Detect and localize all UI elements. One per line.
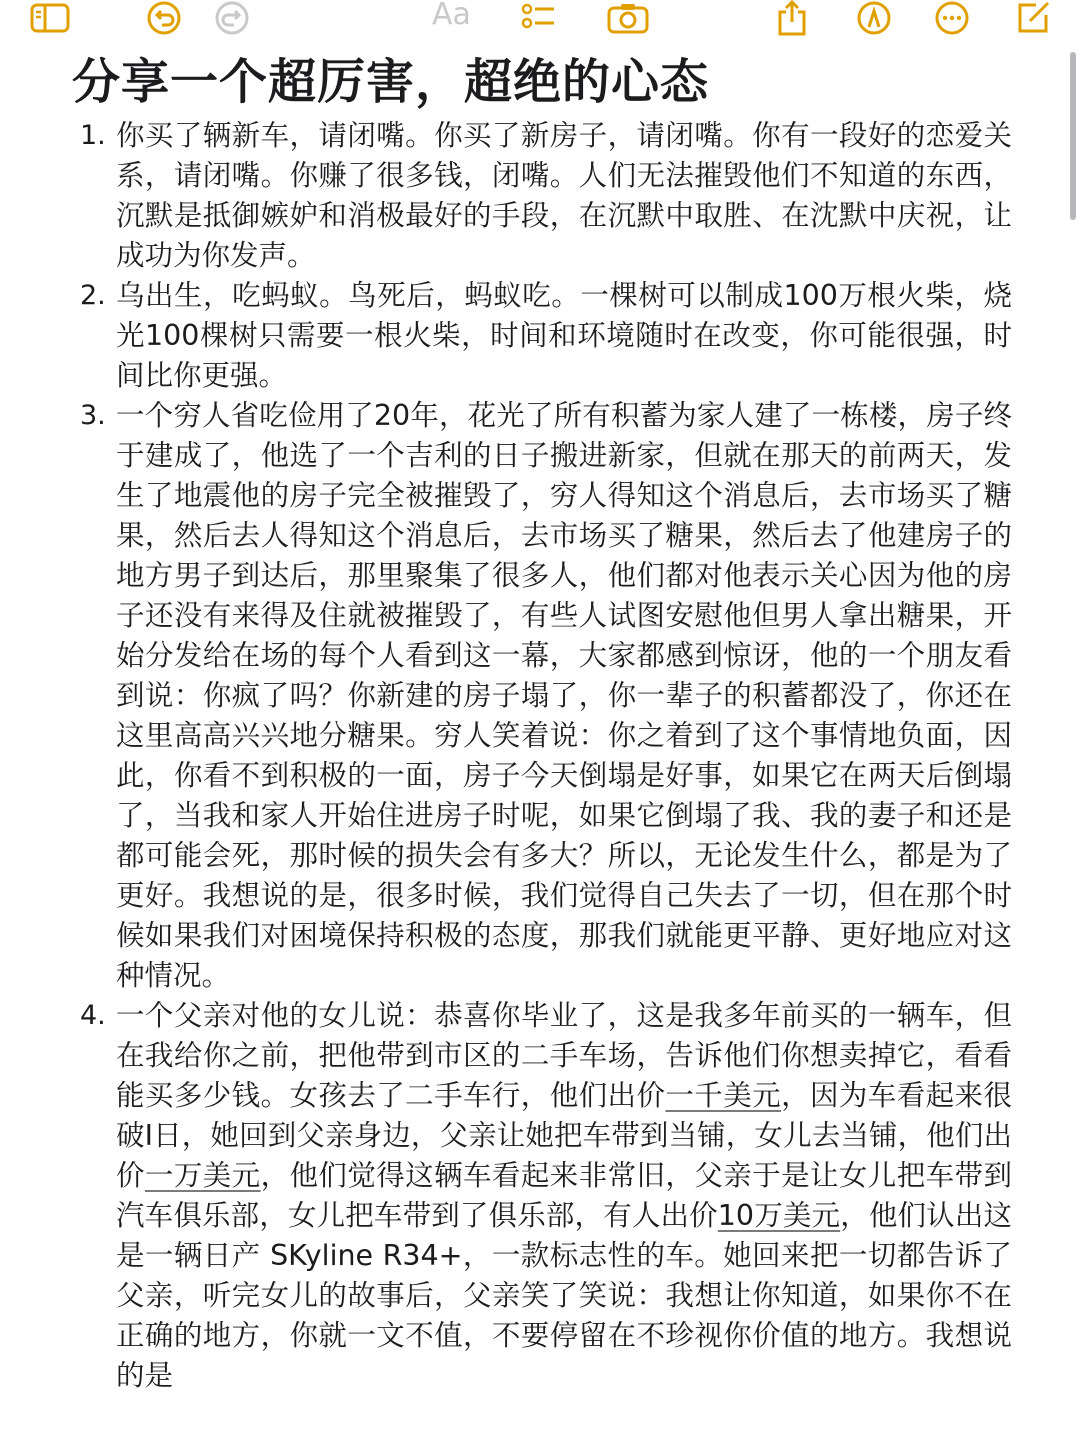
text-segment: 一个父亲对他的女儿说：恭喜你毕业了，这是我多年前买的一辆车，但在我给你之前，把他带到市区的二手车场，告诉他们你想卖掉它，看看能买多少钱。女孩去了二手车行，他们出价 xyxy=(116,999,1012,1112)
sidebar-icon[interactable] xyxy=(28,0,72,36)
list-item xyxy=(76,996,1012,1396)
format-text-button[interactable]: Aa xyxy=(432,0,471,32)
list-item xyxy=(76,276,1012,396)
text-segment: ，因为车看起来很破I日，她回到父亲身边，父亲让她把车带到当铺，女儿去当铺，他们出价 xyxy=(116,1079,1012,1192)
text-segment: ，他们认出这是一辆日产 SKyline R34+，一款标志性的车。她回来把一切都告诉了父亲，听完女儿的故事后，父亲笑了笑说：我想让你知道，如果你不在正确的地方，你就一文不值，不要停留在不珍视你价值的地方。我想说的是 xyxy=(116,1199,1012,1392)
redo-icon[interactable] xyxy=(210,0,254,36)
note-body[interactable] xyxy=(0,46,1080,1440)
list-number: 4. xyxy=(80,1000,106,1031)
underlined-price: 一千美元 xyxy=(665,1079,782,1112)
checklist-icon[interactable] xyxy=(516,0,560,36)
undo-icon[interactable] xyxy=(142,0,186,36)
markup-icon[interactable] xyxy=(852,0,896,36)
note-title: 分享一个超厉害，超绝的心态 xyxy=(72,54,710,110)
more-icon[interactable] xyxy=(930,0,974,36)
list-number: 2. xyxy=(80,280,106,311)
list-item-text: 你买了辆新车，请闭嘴。你买了新房子，请闭嘴。你有一段好的恋爱关系，请闭嘴。你赚了很多钱，闭嘴。人们无法摧毁他们不知道的东西，沉默是抵御嫉妒和消极最好的手段，在沉默中取胜、在沈默中庆祝，让成功为你发声。 xyxy=(116,119,1012,272)
list-item-text: 乌出生，吃蚂蚁。鸟死后，蚂蚁吃。一棵树可以制成100万根火柴，烧光100棵树只需要一根火柴，时间和环境随时在改变，你可能很强，时间比你更强。 xyxy=(116,279,1012,392)
underlined-price: 一万美元 xyxy=(144,1159,261,1192)
list-item xyxy=(76,116,1012,276)
list-item-text xyxy=(116,996,1012,1396)
compose-icon[interactable] xyxy=(1012,0,1056,36)
list-number: 1. xyxy=(80,120,106,151)
list-number: 3. xyxy=(80,400,106,431)
camera-icon[interactable] xyxy=(606,0,650,36)
list-item xyxy=(76,396,1012,996)
text-segment: ，他们觉得这辆车看起来非常旧，父亲于是让女儿把车带到汽车俱乐部，女儿把车带到了俱乐部，有人出价 xyxy=(116,1159,1012,1232)
numbered-list xyxy=(76,116,1012,1396)
list-item-text: 一个穷人省吃俭用了20年，花光了所有积蓄为家人建了一栋楼，房子终于建成了，他选了一个吉利的日子搬进新家，但就在那天的前两天，发生了地震他的房子完全被摧毁了，穷人得知这个消息后，去市场买了糖果，然后去人得知这个消息后，去市场买了糖果，然后去了他建房子的地方男子到达后，那里聚集了很多人，他们都对他表示关心因为他的房子还没有来得及住就被摧毁了，有些人试图安慰他但男人拿出糖果，开始分发给在场的每个人看到这一幕，大家都感到惊讶，他的一个朋友看到说：你疯了吗？你新建的房子塌了，你一辈子的积蓄都没了，你还在这里高高兴兴地分糖果。穷人笑着说：你之着到了这个事情地负面，因此，你看不到积极的一面，房子今天倒塌是好事，如果它在两天后倒塌了，当我和家人开始住进房子时呢，如果它倒塌了我、我的妻子和还是都可能会死，那时候的损失会有多大？所以，无论发生什么，都是为了更好。我想说的是，很多时候，我们觉得自己失去了一切，但在那个时候如果我们对困境保持积极的态度，那我们就能更平静、更好地应对这种情况。 xyxy=(116,399,1012,992)
underlined-price: 10万美元 xyxy=(717,1199,841,1232)
notes-toolbar xyxy=(0,0,1080,46)
share-icon[interactable] xyxy=(770,0,814,36)
